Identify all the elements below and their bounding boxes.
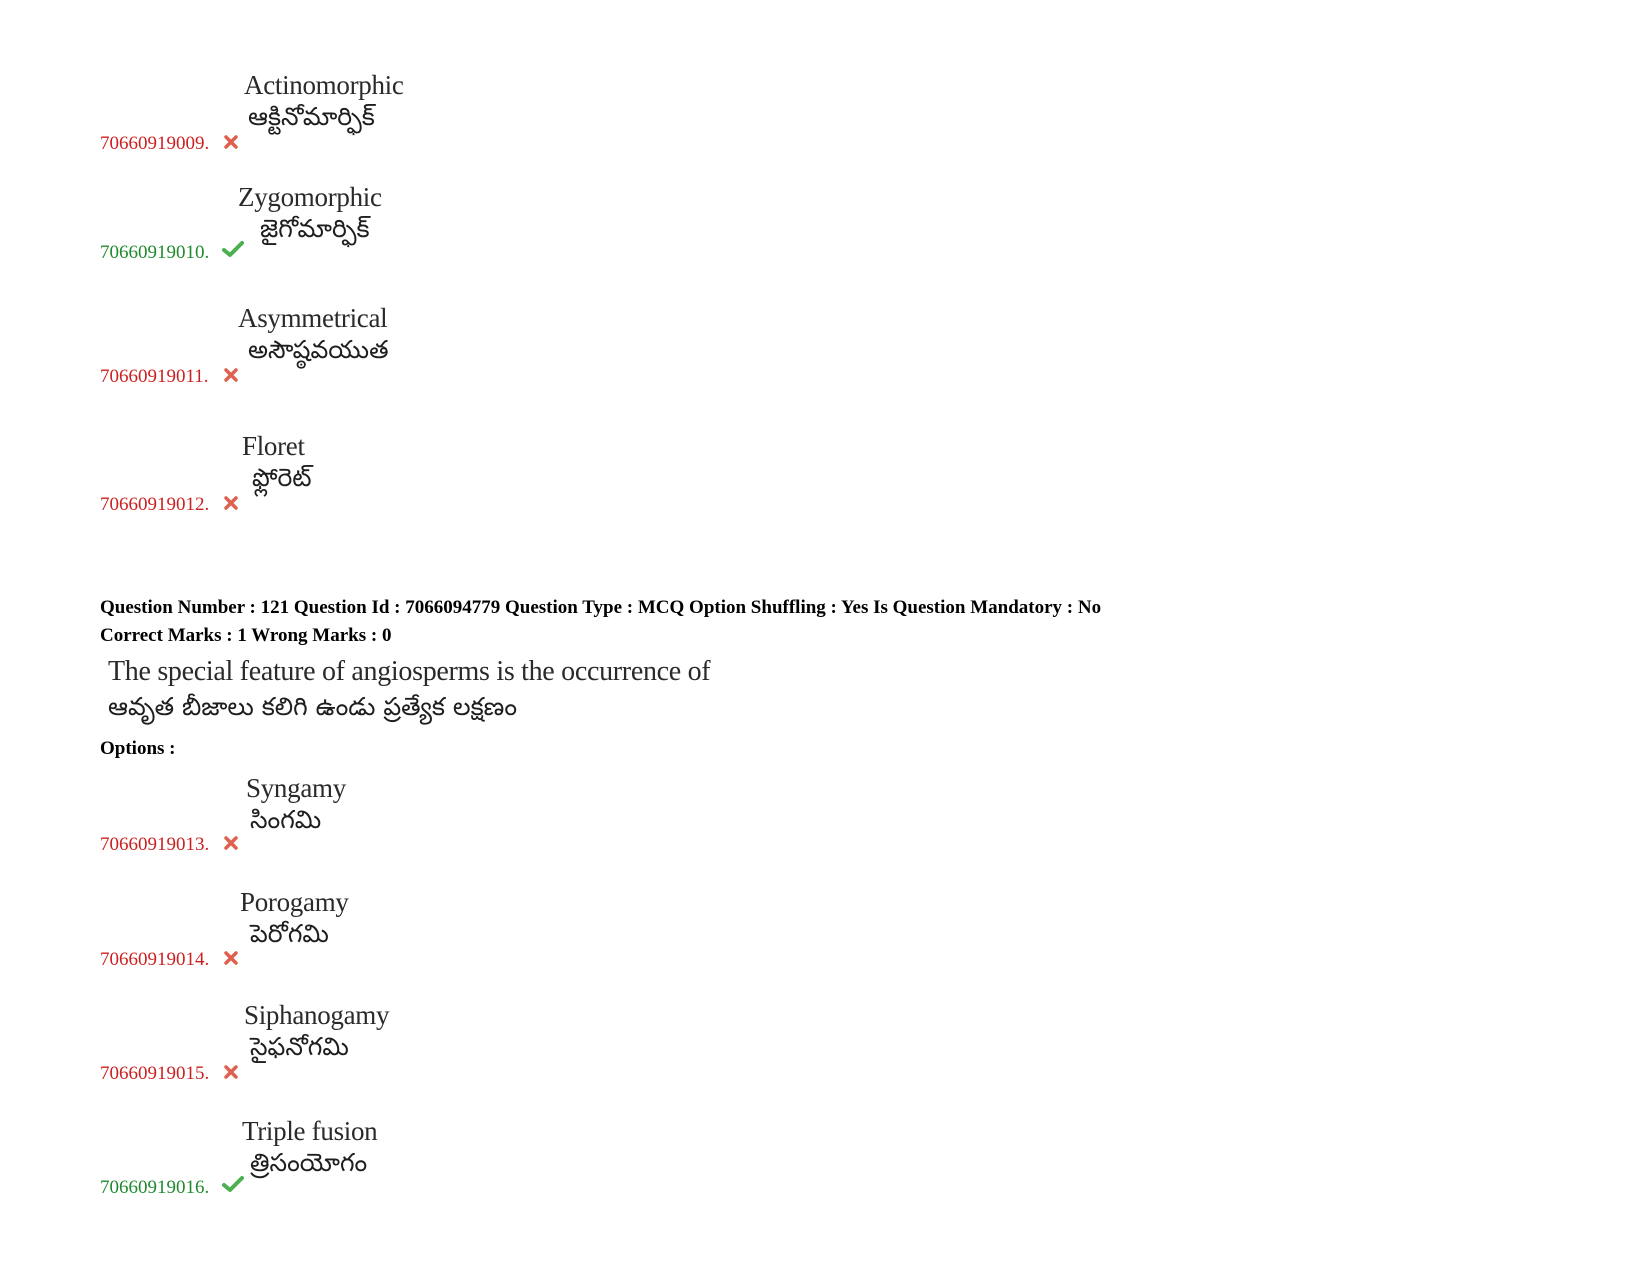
cross-icon xyxy=(222,366,240,384)
option-telugu-text: సింగమి xyxy=(250,805,322,834)
cross-icon xyxy=(222,494,240,512)
option-english-text: Zygomorphic xyxy=(238,182,382,212)
cross-icon xyxy=(222,133,240,151)
option-telugu-text: ఫ్లోరెట్ xyxy=(252,463,312,492)
cross-icon xyxy=(222,834,240,852)
check-icon xyxy=(222,1175,244,1193)
option-row xyxy=(0,70,900,170)
option-row xyxy=(0,887,900,987)
option-telugu-text: పెరోగమి xyxy=(250,919,329,948)
option-row xyxy=(0,1000,900,1100)
option-english-text: Porogamy xyxy=(240,887,349,917)
option-english-text: Floret xyxy=(242,431,305,461)
question-marks-line: Correct Marks : 1 Wrong Marks : 0 xyxy=(100,625,392,646)
option-row xyxy=(0,773,900,873)
option-english-text: Actinomorphic xyxy=(244,70,404,100)
option-id: 70660919013. xyxy=(100,834,210,855)
option-id: 70660919014. xyxy=(100,949,210,970)
option-telugu-text: సైఫనోగమి xyxy=(250,1032,349,1061)
options-label: Options : xyxy=(100,738,176,759)
option-english-text: Asymmetrical xyxy=(238,303,388,333)
option-telugu-text: ఆక్టినోమార్ఫిక్ xyxy=(248,102,375,131)
cross-icon xyxy=(222,1063,240,1081)
option-id: 70660919015. xyxy=(100,1063,210,1084)
option-id: 70660919010. xyxy=(100,242,210,263)
option-row xyxy=(0,303,900,403)
option-id: 70660919009. xyxy=(100,133,210,154)
check-icon xyxy=(222,240,244,258)
option-english-text: Triple fusion xyxy=(242,1116,378,1146)
option-id: 70660919012. xyxy=(100,494,210,515)
option-row xyxy=(0,182,900,282)
question-telugu-text: ఆవృత బీజాలు కలిగి ఉండు ప్రత్యేక లక్షణం xyxy=(108,692,518,721)
option-telugu-text: త్రిసంయోగం xyxy=(250,1148,368,1177)
option-row xyxy=(0,1116,900,1216)
option-id: 70660919011. xyxy=(100,366,209,387)
option-row xyxy=(0,431,900,531)
option-english-text: Siphanogamy xyxy=(244,1000,390,1030)
option-telugu-text: జైగోమార్ఫిక్ xyxy=(260,214,370,243)
question-english-text: The special feature of angiosperms is the occurrence of xyxy=(108,656,711,687)
option-english-text: Syngamy xyxy=(246,773,346,803)
question-header-line1: Question Number : 121 Question Id : 7066094779 Question Type : MCQ Option Shuffling : Yes Is Question Mandatory : No xyxy=(100,597,1102,618)
option-telugu-text: అసౌష్ఠవయుత xyxy=(248,335,389,364)
cross-icon xyxy=(222,949,240,967)
option-id: 70660919016. xyxy=(100,1177,210,1198)
